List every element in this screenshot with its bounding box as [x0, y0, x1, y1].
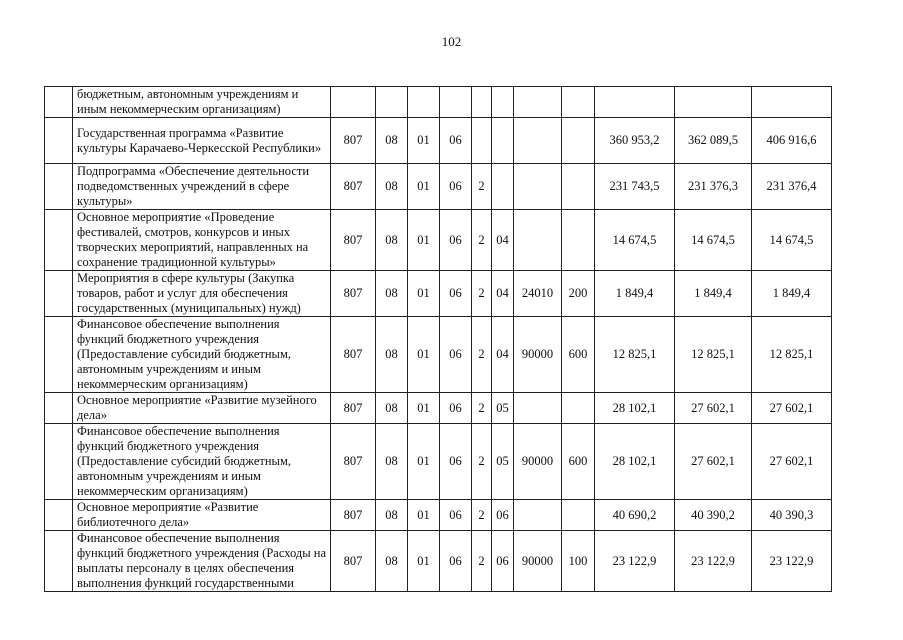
code-cell: 06 — [440, 393, 472, 424]
item-name-cell: Государственная программа «Развитие культуры Карачаево-Черкесской Республики» — [73, 118, 331, 164]
code-cell: 01 — [408, 118, 440, 164]
amount-cell: 12 825,1 — [595, 317, 675, 393]
code-cell — [514, 210, 562, 271]
amount-cell: 231 743,5 — [595, 164, 675, 210]
amount-cell: 1 849,4 — [752, 271, 832, 317]
code-cell: 24010 — [514, 271, 562, 317]
item-name-text: Финансовое обеспечение выполнения функций бюджетного учреждения (Расходы на выплаты персоналу в целях обеспечения выполнения функций государственными — [77, 531, 326, 590]
code-cell — [562, 164, 595, 210]
code-cell: 08 — [376, 500, 408, 531]
code-cell — [514, 118, 562, 164]
amount-cell: 1 849,4 — [595, 271, 675, 317]
budget-table — [44, 86, 832, 592]
row-index-cell — [45, 118, 73, 164]
amount-cell: 1 849,4 — [675, 271, 752, 317]
page-number: 102 — [441, 34, 462, 49]
code-cell: 05 — [492, 393, 514, 424]
amount-cell: 27 602,1 — [752, 424, 832, 500]
table-row — [45, 118, 832, 164]
table-row — [45, 424, 832, 500]
table-row — [45, 531, 832, 592]
code-cell: 2 — [472, 210, 492, 271]
code-cell: 08 — [376, 118, 408, 164]
amount-cell: 14 674,5 — [675, 210, 752, 271]
amount-cell: 360 953,2 — [595, 118, 675, 164]
code-cell: 08 — [376, 317, 408, 393]
code-cell: 807 — [331, 393, 376, 424]
item-name-cell: Основное мероприятие «Проведение фестивалей, смотров, конкурсов и иных творческих мероприятий, направленных на сохранение традиционной культуры» — [73, 210, 331, 271]
amount-cell: 40 690,2 — [595, 500, 675, 531]
amount-cell: 362 089,5 — [675, 118, 752, 164]
code-cell: 2 — [472, 531, 492, 592]
amount-cell: 12 825,1 — [752, 317, 832, 393]
code-cell: 01 — [408, 424, 440, 500]
table-row — [45, 317, 832, 393]
code-cell: 807 — [331, 317, 376, 393]
amount-cell: 40 390,2 — [675, 500, 752, 531]
code-cell: 08 — [376, 271, 408, 317]
amount-cell — [675, 87, 752, 118]
code-cell — [440, 87, 472, 118]
row-index-cell — [45, 393, 73, 424]
code-cell — [492, 164, 514, 210]
row-index-cell — [45, 317, 73, 393]
code-cell: 807 — [331, 500, 376, 531]
row-index-cell — [45, 164, 73, 210]
code-cell: 807 — [331, 271, 376, 317]
table-row — [45, 210, 832, 271]
code-cell: 2 — [472, 500, 492, 531]
code-cell: 2 — [472, 164, 492, 210]
code-cell: 08 — [376, 164, 408, 210]
code-cell: 08 — [376, 393, 408, 424]
item-name-cell: бюджетным, автономным учреждениям и иным некоммерческим организациям) — [73, 87, 331, 118]
amount-cell — [595, 87, 675, 118]
code-cell: 06 — [440, 531, 472, 592]
code-cell: 807 — [331, 424, 376, 500]
amount-cell: 23 122,9 — [752, 531, 832, 592]
code-cell — [408, 87, 440, 118]
code-cell — [514, 164, 562, 210]
code-cell: 01 — [408, 164, 440, 210]
amount-cell: 40 390,3 — [752, 500, 832, 531]
code-cell: 06 — [440, 271, 472, 317]
row-index-cell — [45, 424, 73, 500]
amount-cell: 231 376,3 — [675, 164, 752, 210]
code-cell: 01 — [408, 210, 440, 271]
code-cell: 600 — [562, 317, 595, 393]
item-name-cell — [73, 531, 331, 592]
row-index-cell — [45, 500, 73, 531]
code-cell: 06 — [440, 424, 472, 500]
code-cell: 01 — [408, 393, 440, 424]
amount-cell: 406 916,6 — [752, 118, 832, 164]
code-cell — [562, 210, 595, 271]
code-cell: 05 — [492, 424, 514, 500]
item-name-cell: Финансовое обеспечение выполнения функций бюджетного учреждения (Предоставление субсидий бюджетным, автономным учреждениям и иным некоммерческим организациям) — [73, 424, 331, 500]
code-cell — [562, 393, 595, 424]
code-cell: 807 — [331, 531, 376, 592]
code-cell: 90000 — [514, 531, 562, 592]
code-cell: 06 — [440, 317, 472, 393]
amount-cell: 231 376,4 — [752, 164, 832, 210]
code-cell: 06 — [492, 500, 514, 531]
code-cell: 90000 — [514, 424, 562, 500]
row-index-cell — [45, 87, 73, 118]
amount-cell: 28 102,1 — [595, 393, 675, 424]
code-cell: 2 — [472, 317, 492, 393]
table-row — [45, 271, 832, 317]
code-cell — [492, 118, 514, 164]
code-cell: 04 — [492, 210, 514, 271]
code-cell: 01 — [408, 531, 440, 592]
code-cell: 06 — [440, 118, 472, 164]
amount-cell: 23 122,9 — [675, 531, 752, 592]
code-cell: 08 — [376, 424, 408, 500]
code-cell: 2 — [472, 271, 492, 317]
table-row — [45, 87, 832, 118]
row-index-cell — [45, 271, 73, 317]
item-name-cell: Основное мероприятие «Развитие библиотечного дела» — [73, 500, 331, 531]
code-cell — [472, 118, 492, 164]
code-cell: 01 — [408, 317, 440, 393]
amount-cell: 28 102,1 — [595, 424, 675, 500]
code-cell: 100 — [562, 531, 595, 592]
row-index-cell — [45, 210, 73, 271]
item-name-cell: Основное мероприятие «Развитие музейного дела» — [73, 393, 331, 424]
code-cell: 06 — [440, 500, 472, 531]
amount-cell: 14 674,5 — [752, 210, 832, 271]
item-name-cell: Подпрограмма «Обеспечение деятельности подведомственных учреждений в сфере культуры» — [73, 164, 331, 210]
item-name-cell: Финансовое обеспечение выполнения функций бюджетного учреждения (Предоставление субсидий бюджетным, автономным учреждениям и иным некоммерческим организациям) — [73, 317, 331, 393]
amount-cell: 27 602,1 — [752, 393, 832, 424]
code-cell: 08 — [376, 531, 408, 592]
table-row — [45, 393, 832, 424]
code-cell — [331, 87, 376, 118]
code-cell: 06 — [440, 210, 472, 271]
code-cell: 2 — [472, 424, 492, 500]
code-cell: 04 — [492, 271, 514, 317]
amount-cell: 23 122,9 — [595, 531, 675, 592]
amount-cell: 12 825,1 — [675, 317, 752, 393]
item-name-cell: Мероприятия в сфере культуры (Закупка товаров, работ и услуг для обеспечения государственных (муниципальных) нужд) — [73, 271, 331, 317]
amount-cell: 27 602,1 — [675, 393, 752, 424]
code-cell — [562, 87, 595, 118]
code-cell — [514, 500, 562, 531]
code-cell — [492, 87, 514, 118]
amount-cell: 14 674,5 — [595, 210, 675, 271]
code-cell: 2 — [472, 393, 492, 424]
code-cell: 01 — [408, 500, 440, 531]
code-cell: 01 — [408, 271, 440, 317]
code-cell: 06 — [492, 531, 514, 592]
table-row — [45, 164, 832, 210]
code-cell: 90000 — [514, 317, 562, 393]
table-row — [45, 500, 832, 531]
code-cell — [472, 87, 492, 118]
code-cell — [376, 87, 408, 118]
code-cell — [562, 500, 595, 531]
code-cell — [562, 118, 595, 164]
code-cell — [514, 87, 562, 118]
code-cell: 807 — [331, 210, 376, 271]
amount-cell — [752, 87, 832, 118]
code-cell: 06 — [440, 164, 472, 210]
code-cell: 04 — [492, 317, 514, 393]
code-cell: 807 — [331, 118, 376, 164]
code-cell: 807 — [331, 164, 376, 210]
amount-cell: 27 602,1 — [675, 424, 752, 500]
code-cell: 600 — [562, 424, 595, 500]
code-cell: 200 — [562, 271, 595, 317]
row-index-cell — [45, 531, 73, 592]
code-cell: 08 — [376, 210, 408, 271]
code-cell — [514, 393, 562, 424]
